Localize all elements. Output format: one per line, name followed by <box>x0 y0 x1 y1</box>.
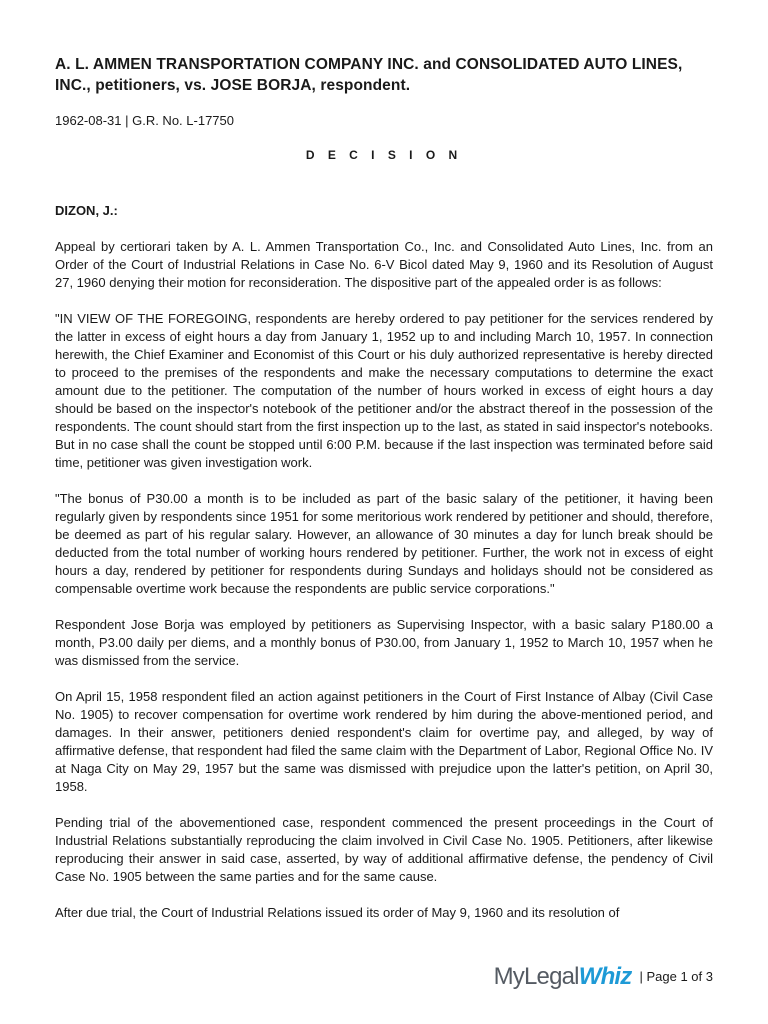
ponente: DIZON, J.: <box>55 203 118 218</box>
page-number: | Page 1 of 3 <box>639 969 713 984</box>
paragraph: Appeal by certiorari taken by A. L. Ammen Transportation Co., Inc. and Consolidated Auto Lines, Inc. from an Order of the Court of Industrial Relations in Case No. 6-V Bicol dated May 9, 1960 and its Resolution of August 27, 1960 denying their motion for reconsideration. The dispositive part of the appealed order is as follows: <box>55 239 713 290</box>
logo-text-mylegal: MyLegal <box>493 963 579 990</box>
paragraph: "IN VIEW OF THE FOREGOING, respondents are hereby ordered to pay petitioner for the services rendered by the latter in excess of eight hours a day from January 1, 1952 up to and including March 10, 1957. In connection herewith, the Chief Examiner and Economist of this Court or his duly authorized representative is hereby directed to proceed to the premises of the respondents and make the necessary computations to determine the exact amount due to the petitioner. The computation of the number of hours worked in excess of eight hours a day should be based on the inspector's notebook of the petitioner and/or the abstract thereof in the possession of the respondents. The count should start from the first inspection up to the last, as stated in said inspector's notebooks. But in no case shall the count be stopped until 6:00 P.M. because if the last inspection was terminated before said time, petitioner was given investigation work. <box>55 311 713 470</box>
paragraph: Respondent Jose Borja was employed by petitioners as Supervising Inspector, with a basic salary P180.00 a month, P3.00 daily per diems, and a monthly bonus of P30.00, from January 1, 1952 to March 10, 1957 when he was dismissed from the service. <box>55 617 713 668</box>
document-page <box>55 54 713 922</box>
logo-text-whiz: Whiz <box>578 963 632 990</box>
mylegalwhiz-logo <box>494 963 632 991</box>
case-title: A. L. AMMEN TRANSPORTATION COMPANY INC. and CONSOLIDATED AUTO LINES, INC., petitioners, vs. JOSE BORJA, respondent. <box>55 56 683 94</box>
decision-heading: D E C I S I O N <box>305 148 463 162</box>
page-footer <box>494 962 713 992</box>
case-meta: 1962-08-31 | G.R. No. L-17750 <box>55 113 234 128</box>
paragraph: On April 15, 1958 respondent filed an action against petitioners in the Court of First Instance of Albay (Civil Case No. 1905) to recover compensation for overtime work rendered by him during the above-mentioned period, and damages. In their answer, petitioners denied respondent's claim for overtime pay, and alleged, by way of affirmative defense, that respondent had filed the same claim with the Department of Labor, Regional Office No. IV at Naga City on May 29, 1957 but the same was dismissed with prejudice upon the latter's petition, on April 30, 1958. <box>55 689 713 794</box>
paragraph: Pending trial of the abovementioned case, respondent commenced the present proceedings in the Court of Industrial Relations substantially reproducing the claim involved in Civil Case No. 1905. Petitioners, after likewise reproducing their answer in said case, asserted, by way of additional affirmative defense, the pendency of Civil Case No. 1905 between the same parties and for the same cause. <box>55 815 713 884</box>
paragraph: After due trial, the Court of Industrial Relations issued its order of May 9, 1960 and its resolution of <box>55 905 620 920</box>
paragraph: "The bonus of P30.00 a month is to be included as part of the basic salary of the petitioner, it having been regularly given by respondents since 1951 for some meritorious work rendered by petitioner and should, therefore, be deemed as part of his regular salary. However, an allowance of 30 minutes a day for lunch break should be deducted from the total number of working hours rendered by petitioner. Further, the work not in excess of eight hours a day, rendered by petitioner for respondents during Sundays and holidays should not be considered as compensable overtime work because the respondents are public service corporations." <box>55 491 713 596</box>
